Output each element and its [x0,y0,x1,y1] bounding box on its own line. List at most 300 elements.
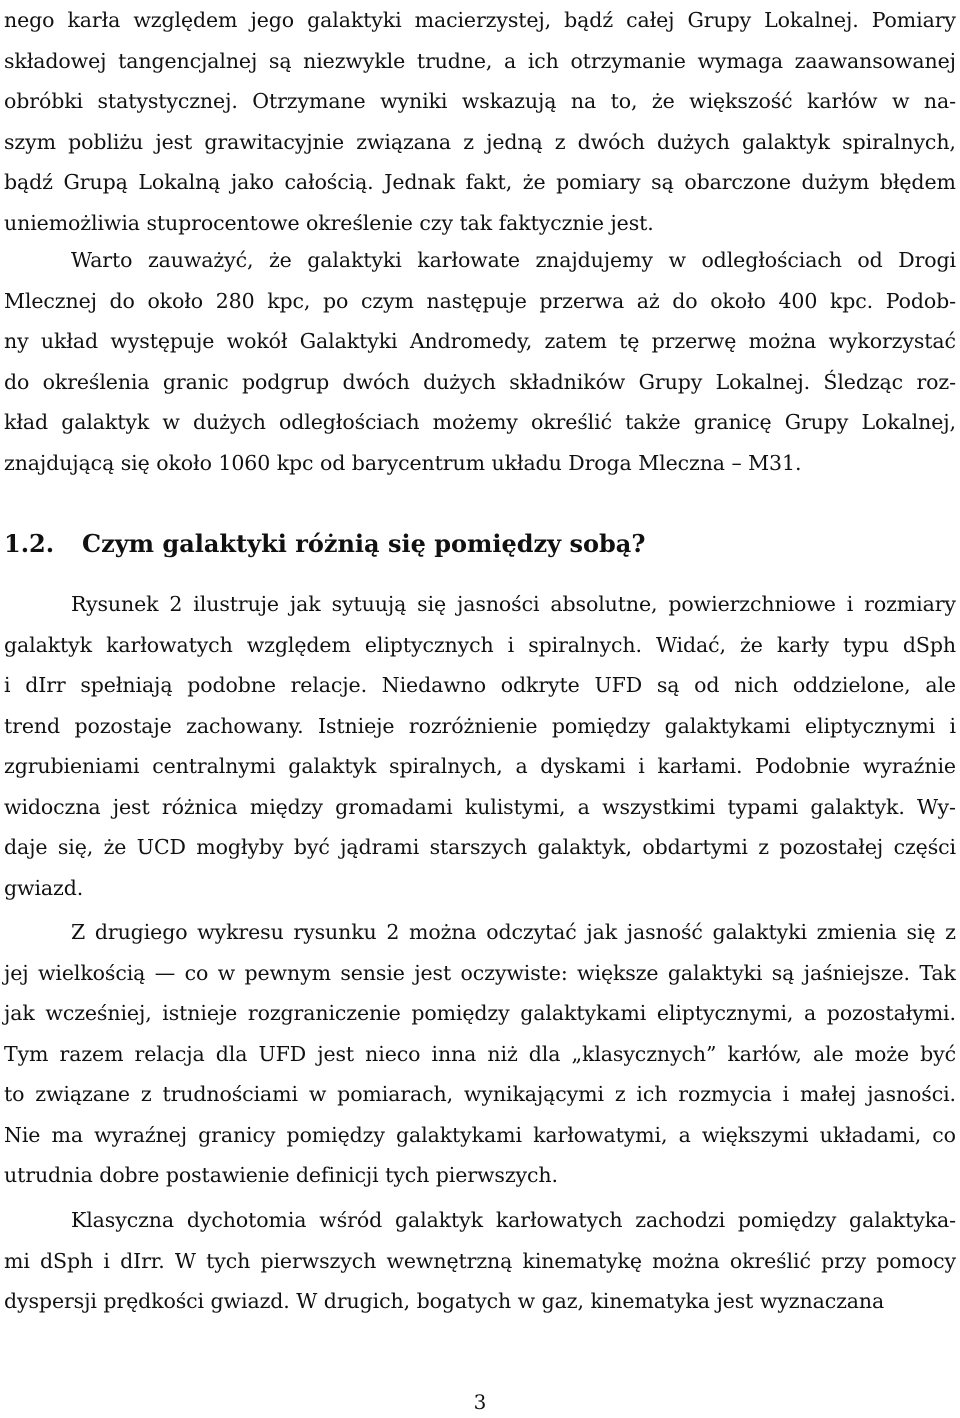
word: około [710,288,766,313]
word: Galaktyki [299,329,398,353]
word: kinematyka [590,1289,710,1313]
word: do [4,369,30,394]
word: galaktykami [396,1122,522,1147]
word: znajdujemy [535,248,653,272]
word: z [463,129,474,154]
word: obróbki [4,89,84,113]
word: na- [923,89,956,113]
word: są [771,960,795,985]
word: kulistymi, [464,794,566,819]
word: kpc. [829,288,874,313]
word: bądź [4,170,53,194]
word: dyskami [540,754,626,778]
word: karłowatych [495,1208,623,1232]
word: i [103,1248,110,1273]
word: wcześniej, [45,1001,152,1025]
word: pomiędzy [737,1208,837,1232]
word: przerwa [539,288,625,313]
word: ich [636,1082,668,1106]
word: pierwszych [260,1248,377,1273]
word: Widać, [655,632,726,657]
word: stuprocentowe [146,210,300,235]
word: jak [289,592,321,616]
word: 280 [215,288,255,313]
word: spiralnych, [842,129,956,154]
word: spiralnych. [528,632,642,657]
word: dużych [193,410,266,434]
word: relacje. [290,673,368,697]
word: wyraźnie [862,754,956,778]
text-line [4,868,956,909]
word: dIrr [25,673,66,697]
word: spiralnych, [389,754,503,778]
word: jego [250,8,295,32]
word: związana [356,129,452,154]
word: razem [59,1041,124,1066]
word: Nie [4,1122,41,1147]
word: z [614,1082,626,1106]
word: Grupy [687,8,752,32]
section-number: 1.2. [4,529,55,558]
word: wskazują [461,89,557,113]
word: galaktyki [307,248,402,272]
word: układami, [819,1122,922,1147]
word: Mlecznej [4,288,97,313]
word: pozostałymi. [826,1001,956,1025]
word: może [854,1041,909,1066]
text-line [4,625,956,666]
word: sensie [340,960,405,985]
text-line [4,665,956,706]
word: są [651,170,674,194]
word: obarczone [684,170,791,194]
word: galaktyk [394,1208,483,1232]
word: dwóch [342,369,410,394]
word: – [731,450,742,475]
word: zauważyć, [147,248,254,272]
word: określenie [306,210,413,235]
word: widoczna [4,794,101,819]
word: w [668,248,686,272]
word: większość [689,89,793,113]
word: z [554,129,566,154]
word: obdartymi [642,835,748,859]
word: kład [4,410,49,434]
word: pewnym [244,960,331,985]
text-line [4,827,956,868]
text-line [4,1281,956,1322]
word: daje [4,835,48,859]
word: i [4,673,11,697]
word: gromadami [335,794,453,819]
word: odkryte [500,673,580,697]
word: oczywiste: [460,960,568,985]
word: rozróżnienie [408,713,538,738]
word: można [408,920,477,944]
word: do [109,288,135,313]
word: otrzymanie [570,48,686,73]
word: na [570,89,597,113]
word: Podob- [885,288,956,313]
word: karłów [807,89,878,113]
word: faktycznie [498,210,604,235]
word: W [296,1289,318,1313]
word: zmienia [816,920,897,944]
word: karłowate [417,248,520,272]
word: znajdującą [4,450,115,475]
word: Z [71,920,86,944]
word: wyniki [380,89,448,113]
word: postawienie [165,1163,290,1187]
text-line [4,1074,956,1115]
word: sytuują [331,592,407,616]
word: niezwykle [303,48,406,73]
word: dwóch [577,129,645,154]
word: galaktyki [667,960,763,985]
text-line [4,240,956,281]
word: dSph [40,1248,94,1273]
word: granicę [693,410,772,434]
word: określić [530,410,612,434]
word: karłami. [657,754,743,778]
word: zgrubieniami [4,754,140,778]
word: dychotomia [186,1208,307,1232]
word: podobne [187,673,276,697]
text-line [4,1155,956,1196]
word: wielkością [37,960,146,985]
word: M31. [748,450,802,475]
word: jej [4,960,29,985]
word: są [268,48,292,73]
word: podgrup [242,369,330,394]
word: galaktyka- [849,1208,956,1232]
word: ale [925,673,956,697]
word: z [945,920,956,944]
word: Tak [919,960,956,985]
word: galaktykami [520,1001,647,1025]
word: tak [459,210,493,235]
word: że [651,89,675,113]
word: związane [35,1082,130,1106]
word: galaktyk, [537,835,632,859]
word: ale [812,1041,844,1066]
word: Grupy [784,410,849,434]
word: barycentrum [351,450,485,475]
word: całej [626,8,675,32]
word: „klasycznych” [571,1041,717,1066]
word: wokół [226,329,288,353]
word: być [293,835,330,859]
word: zaawansowanej [794,48,956,73]
word: dużym [801,170,870,194]
text-line [4,443,956,484]
word: 2 [169,592,183,616]
word: kpc [276,450,314,475]
word: około [156,450,212,475]
word: większe [577,960,659,985]
word: nego [4,8,55,32]
word: jasności [457,592,540,616]
word: drugiego [94,920,188,944]
word: można [652,1248,720,1273]
word: wśród [319,1208,383,1232]
word: granic [162,369,229,394]
word: Lokalnej. [764,8,859,32]
word: dużych [657,129,730,154]
text-line [4,81,956,122]
word: to [4,1082,25,1106]
word: bądź [564,8,614,32]
word: określić [729,1248,811,1273]
paragraph-1 [4,0,956,243]
word: galaktyki [712,920,807,944]
word: utrudnia [4,1163,93,1187]
word: typu [843,632,889,657]
text-line [4,362,956,403]
word: a [804,1001,817,1025]
word: to, [610,89,638,113]
word: w [891,89,910,113]
word: dIrr. [120,1248,165,1273]
word: jak [586,920,618,944]
word: określenia [42,369,150,394]
word: centralnymi [152,754,276,778]
word: Tym [4,1041,49,1066]
text-line [4,1241,956,1282]
word: wyznaczana [759,1289,885,1313]
word: się [906,920,936,944]
word: 400 [778,288,818,313]
word: Grupą [63,170,128,194]
word: bogatych [416,1289,512,1313]
word: galaktyk. [810,794,905,819]
word: kinematykę [522,1248,642,1273]
word: do [672,288,698,313]
word: a [504,48,517,73]
text-line [4,746,956,787]
word: roz- [916,369,956,394]
word: jasności. [867,1082,956,1106]
word: że [103,835,127,859]
word: dla [215,1041,248,1066]
word: Droga [568,450,632,475]
text-line [4,122,956,163]
text-line [4,402,956,443]
word: czym [360,288,414,313]
text-line [4,787,956,828]
word: typami [727,794,799,819]
word: kpc, [267,288,311,313]
word: gwiazd. [210,1289,290,1313]
word: galaktyk [4,632,92,657]
word: około [147,288,204,313]
word: UFD [594,673,643,697]
section-heading [4,522,956,566]
word: pomiarach, [337,1082,454,1106]
word: Otrzymane [252,89,366,113]
word: dobre [99,1163,160,1187]
word: Klasyczna [71,1208,175,1232]
word: zachodzi [635,1208,726,1232]
word: aż [636,288,660,313]
word: nieco [365,1041,421,1066]
word: Grupy [638,369,703,394]
word: składowej [4,48,107,73]
word: możemy [432,410,518,434]
text-line [4,41,956,82]
word: eliptycznymi, [656,1001,794,1025]
word: w [162,410,180,434]
word: nich [734,673,779,697]
word: dyspersji [4,1289,97,1313]
text-line [4,162,956,203]
word: gwiazd. [4,875,84,900]
word: UFD [258,1041,307,1066]
word: pozostaje [74,713,172,738]
word: rozmiary [864,592,956,616]
word: być [920,1041,956,1066]
word: Podobnie [755,754,851,778]
word: rozgraniczenie [247,1001,401,1025]
word: części [893,835,956,859]
section-title: Czym galaktyki różnią się pomiędzy sobą? [82,529,646,558]
paragraph-5 [4,1200,956,1322]
word: prędkości [103,1289,204,1313]
word: uniemożliwia [4,210,140,235]
word: pomiary [556,170,641,194]
word: można [748,329,817,353]
word: składników [509,369,626,394]
word: dużych [423,369,496,394]
word: mogłyby [196,835,284,859]
word: spełniają [80,673,173,697]
text-line [4,203,956,244]
text-line [4,706,956,747]
word: układu [491,450,562,475]
word: między [249,794,323,819]
word: rozmycia [678,1082,772,1106]
word: że [268,248,292,272]
word: co [184,960,209,985]
word: wynikającymi [463,1082,604,1106]
word: z [758,835,769,859]
word: względem [133,8,238,32]
word: jest [112,794,150,819]
word: trend [4,713,60,738]
word: granicy [198,1122,276,1147]
word: przerwę [651,329,737,353]
word: relacja [134,1041,205,1066]
word: z [140,1082,152,1106]
word: absolutne, [550,592,658,616]
word: inna [431,1041,477,1066]
word: pozostałej [779,835,884,859]
word: trudne, [416,48,493,73]
word: jest [155,129,193,154]
word: Lokalnej. [715,369,811,394]
word: ma [51,1122,83,1147]
word: a [678,1122,691,1147]
word: następuje [426,288,527,313]
text-line [4,1200,956,1241]
word: jaśniejsze. [803,960,910,985]
word: wewnętrzną [386,1248,513,1273]
word: macierzystej, [414,8,552,32]
text-line [4,912,956,953]
word: eliptycznymi [804,713,936,738]
word: tangencjalnej [118,48,258,73]
word: różnica [161,794,238,819]
word: Lokalnej, [861,410,956,434]
word: gaz, [541,1289,584,1313]
paragraph-2 [4,240,956,483]
text-line [4,993,956,1034]
word: odległościach [701,248,842,272]
word: jądrami [340,835,420,859]
word: tych [206,1248,251,1273]
word: Drogi [898,248,956,272]
word: Pomiary [871,8,956,32]
word: istnieje [162,1001,238,1025]
word: ny [4,329,29,353]
word: jest [414,960,452,985]
word: jest [317,1041,355,1066]
word: wykorzystać [828,329,956,353]
word: wykresu [197,920,284,944]
word: Niedawno [381,673,487,697]
word: Rysunek [71,592,159,616]
word: i [782,1082,790,1106]
word: i [949,713,956,738]
word: jasność [626,920,703,944]
word: ilustruje [193,592,279,616]
word: odczytać [486,920,577,944]
word: także [625,410,681,434]
word: karłowatymi, [533,1122,668,1147]
word: a [577,794,590,819]
word: pobliżu [68,129,144,154]
word: Istnieje [318,713,395,738]
text-line [4,1034,956,1075]
word: i [638,754,645,778]
word: fakt, [465,170,513,194]
text-line [4,0,956,41]
word: jak [4,1001,35,1025]
word: a [515,754,528,778]
paragraph-4 [4,912,956,1196]
text-line [4,953,956,994]
word: wyraźnej [94,1122,187,1147]
word: karłów, [727,1041,802,1066]
word: całością. [284,170,374,194]
word: galaktyk [742,129,830,154]
word: eliptycznych [364,632,494,657]
word: od [319,450,346,475]
word: dSph [902,632,956,657]
word: w [217,960,236,985]
word: pomiędzy [286,1122,385,1147]
word: W [174,1248,196,1273]
word: galaktykami [664,713,791,738]
word: co [932,1122,956,1147]
word: Śledząc [823,369,904,394]
word: 1060 [218,450,271,475]
word: zatem [544,329,607,353]
word: jest [716,1289,754,1313]
word: Andromedy, [409,329,533,353]
word: tych [385,1163,430,1187]
word: drugich, [323,1289,411,1313]
